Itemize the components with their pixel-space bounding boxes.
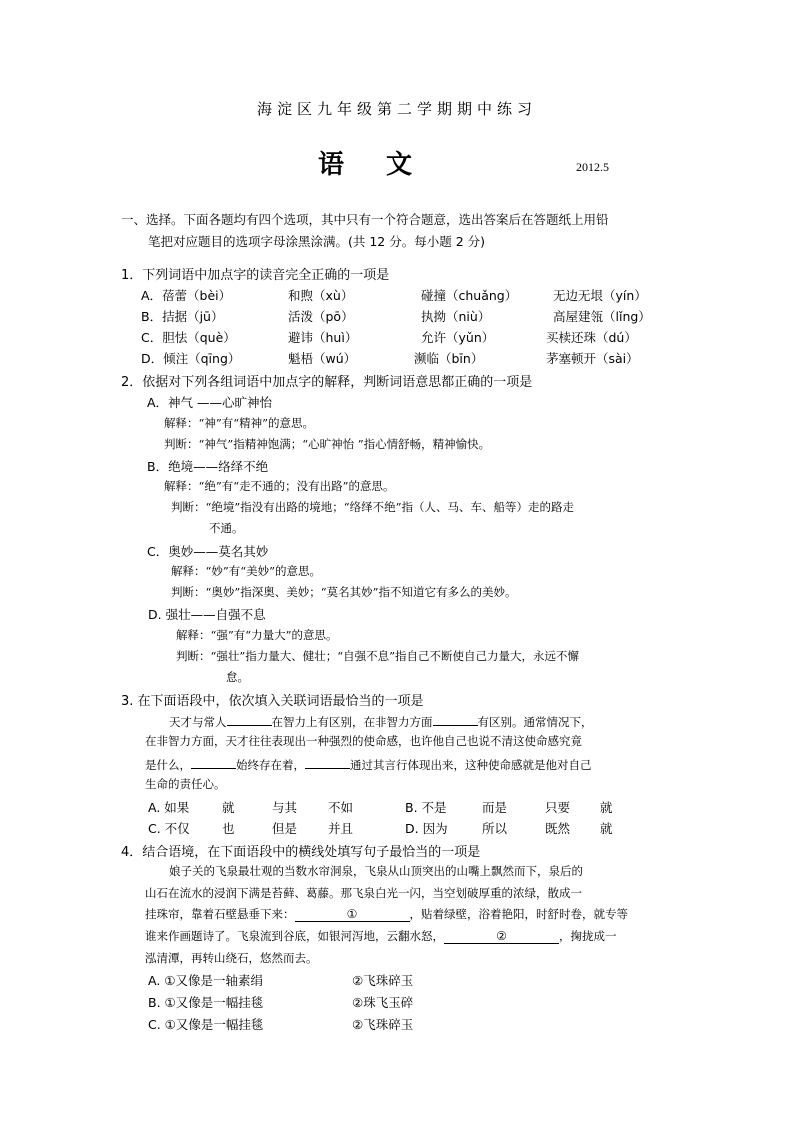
q3-para-line1: 天才与常人 在智力上有区别，在非智力方面 有区别。通常情况下， [169, 712, 593, 730]
q3-para-line2: 在非智力方面，天才往往表现出一种强烈的使命感，也许他自己也说不清这使命感究竟 [145, 734, 582, 748]
q3-opt-d-3: 既然 [545, 821, 571, 836]
q2-b-exp: 解释：“绝”有“走不通的；没有出路”的意思。 [164, 479, 395, 493]
q3-opt-c-3: 但是 [272, 821, 298, 836]
section1-line2: 笔把对应题目的选项字母涂黑涂满。(共 12 分。每小题 2 分) [148, 234, 486, 249]
q1-a-4: 无边无垠（yín） [553, 288, 647, 303]
q4-para-line2: 山石在流水的浸润下满是苔藓、葛藤。那飞泉白光一闪，当空划破厚重的浓绿，散成一 [145, 886, 582, 900]
q3-opt-c-4: 并且 [328, 821, 354, 836]
q2-c-judge: 判断：“奥妙”指深奥、美妙；“莫名其妙”指不知道它有多么的美妙。 [171, 585, 517, 599]
q1-c-4: 买椟还珠（dú） [546, 330, 637, 345]
q2-c-exp: 解释：“妙”有“美妙”的意思。 [171, 564, 322, 578]
q4-opt-b-1: B. ①又像是一幅挂毯 [148, 995, 264, 1010]
q3-opt-b-1: B. 不是 [405, 800, 447, 815]
q1-a-3: 碰撞（chuǎng） [421, 288, 518, 303]
q3-opt-b-4: 就 [600, 800, 613, 815]
q3-blank-1 [227, 712, 272, 726]
q1-d-3: 濒临（bīn） [414, 351, 484, 366]
q1-b-1: B．拮据（jū） [141, 309, 224, 324]
q4-para-line3: 挂珠帘，靠着石壁悬垂下来： ① ，贴着绿壁，浴着艳阳，时舒时卷，就专等 [145, 907, 628, 921]
q3-para-line4: 生命的责任心。 [145, 777, 226, 791]
q3-opt-a-2: 就 [222, 800, 235, 815]
q1-d-1: D．倾注（qīng） [141, 351, 241, 366]
subject-char-1: 语 [318, 150, 345, 180]
q2-b-judge-1: 判断：“绝境”指没有出路的境地；“络绎不绝”指（人、马、车、船等）走的路走 [171, 500, 575, 514]
q1-c-1: C．胆怯（què） [141, 330, 236, 345]
exam-date: 2012.5 [576, 160, 609, 174]
q3-opt-a-4: 不如 [328, 800, 354, 815]
q3-blank-2 [433, 712, 478, 726]
q3-para-line3: 是什么， 始终存在着， 通过其言行体现出来，这种使命感就是他对自己 [145, 755, 592, 773]
q2-a-head: A．神气 ——心旷神怡 [147, 395, 273, 410]
q4-opt-c-2: ②飞珠碎玉 [352, 1017, 414, 1032]
q2-b-judge-2: 不通。 [209, 521, 244, 535]
q3-stem: 3. 在下面语段中，依次填入关联词语最恰当的一项是 [121, 694, 424, 709]
q3-opt-d-1: D. 因为 [405, 821, 448, 836]
q2-d-judge-1: 判断：“强壮”指力量大、健壮；“自强不息”指自己不断使自己力量大，永远不懈 [176, 649, 580, 663]
subject-char-2: 文 [386, 150, 413, 180]
q4-blank-1: ① [295, 908, 410, 922]
q3-opt-c-2: 也 [222, 821, 235, 836]
exam-title: 海淀区九年级第二学期期中练习 [256, 100, 537, 118]
q4-para-line1: 娘子关的飞泉最壮观的当数水帘洞泉，飞泉从山顶突出的山嘴上飘然而下，泉后的 [169, 864, 583, 878]
q1-stem: 1．下列词语中加点字的读音完全正确的一项是 [121, 268, 390, 283]
q3-opt-b-3: 只要 [545, 800, 571, 815]
q4-opt-b-2: ②珠飞玉碎 [352, 995, 414, 1010]
q2-a-judge: 判断：“神气”指精神饱满；“心旷神怡 ”指心情舒畅，精神愉快。 [164, 437, 491, 451]
q1-d-4: 茅塞顿开（sài） [546, 351, 639, 366]
q1-b-2: 活泼（pō） [288, 309, 354, 324]
q2-d-judge-2: 怠。 [226, 670, 249, 684]
q2-d-head: D. 强壮——自强不息 [148, 607, 266, 622]
q2-d-exp: 解释：“强”有“力量大”的意思。 [176, 628, 338, 642]
q1-c-3: 允许（yǔn） [421, 330, 495, 345]
q3-blank-3 [191, 755, 236, 769]
q4-opt-a-1: A. ①又像是一轴素绢 [148, 973, 263, 988]
q2-c-head: C．奥妙——莫名其妙 [147, 544, 269, 559]
q3-opt-a-3: 与其 [272, 800, 298, 815]
q2-b-head: B．绝境——络绎不绝 [147, 459, 269, 474]
section1-line1: 一、选择。下面各题均有四个选项，其中只有一个符合题意，选出答案后在答题纸上用铅 [121, 212, 609, 227]
q2-stem: 2．依据对下列各组词语中加点字的解释，判断词语意思都正确的一项是 [121, 375, 533, 390]
q1-a-1: A．蓓蕾（bèi） [141, 288, 232, 303]
q1-d-2: 魁梧（wú） [288, 351, 357, 366]
q4-para-line5: 泓清潭，再转山绕石，悠然而去。 [145, 951, 318, 965]
q2-a-exp: 解释：“神”有“精神”的意思。 [164, 416, 315, 430]
q4-stem: 4．结合语境，在下面语段中的横线处填写句子最恰当的一项是 [121, 845, 481, 860]
q3-opt-d-2: 所以 [482, 821, 508, 836]
q3-opt-d-4: 就 [600, 821, 613, 836]
q4-opt-c-1: C. ①又像是一幅挂毯 [148, 1017, 264, 1032]
subject-title [318, 144, 412, 181]
q4-blank-2: ② [444, 930, 559, 944]
q3-opt-a-1: A. 如果 [148, 800, 190, 815]
q4-para-line4: 谁来作画题诗了。飞泉流到谷底，如银河泻地，云翻水怒， ② ，掬拢成一 [145, 929, 617, 943]
q1-b-4: 高屋建瓴（lǐng） [553, 309, 651, 324]
q4-opt-a-2: ②飞珠碎玉 [352, 973, 414, 988]
q1-a-2: 和煦（xù） [288, 288, 354, 303]
q1-b-3: 执拗（niù） [421, 309, 491, 324]
q3-opt-c-1: C. 不仅 [148, 821, 190, 836]
q1-c-2: 避讳（huì） [288, 330, 358, 345]
q3-blank-4 [305, 755, 350, 769]
q3-opt-b-2: 而是 [482, 800, 508, 815]
